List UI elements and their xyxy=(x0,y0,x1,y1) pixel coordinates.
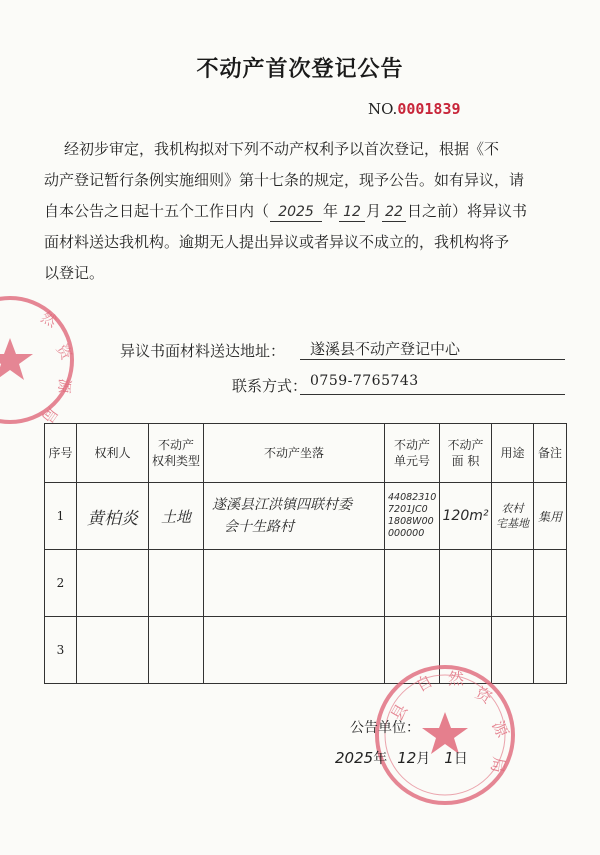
deadline-year-unit: 年 xyxy=(323,202,339,220)
row-use xyxy=(492,483,534,550)
header-area xyxy=(440,424,492,483)
table-row xyxy=(45,550,567,617)
header-location: 不动产坐落 xyxy=(204,424,385,483)
announce-year: 2025 xyxy=(335,749,374,767)
row-location-l1: 遂溪县江洪镇四联村委 xyxy=(212,497,352,513)
deadline-year: 2025 xyxy=(270,203,322,222)
official-seal-left xyxy=(0,290,80,430)
row-unit-no xyxy=(385,483,440,550)
notice-line-5: 以登记。 xyxy=(44,264,105,282)
table-row xyxy=(45,483,567,550)
row-location xyxy=(204,483,385,550)
header-right-type xyxy=(149,424,204,483)
announce-month-unit: 月 xyxy=(416,751,431,767)
page-title: 不动产首次登记公告 xyxy=(196,57,404,82)
notice-line-3-post: 日之前）将异议书 xyxy=(407,202,528,220)
announce-day-unit: 日 xyxy=(453,751,468,767)
row-unit-no-l1: 44082310 xyxy=(388,492,437,503)
header-seq: 序号 xyxy=(45,424,77,483)
deadline-day: 22 xyxy=(382,203,406,222)
announce-month: 12 xyxy=(397,749,417,767)
row-unit-no-l3: 1808W00 xyxy=(388,516,434,527)
registration-table xyxy=(44,423,567,684)
header-unit-no-l2: 单元号 xyxy=(393,454,430,468)
row-right-type: 土地 xyxy=(149,483,204,550)
notice-line-4: 面材料送达我机构。逾期无人提出异议或者异议不成立的，我机构将予 xyxy=(44,233,510,251)
table-header-row xyxy=(45,424,567,483)
header-area-l2: 面 积 xyxy=(451,454,480,468)
svg-text:源: 源 xyxy=(54,377,74,395)
header-unit-no xyxy=(385,424,440,483)
row-holder: 黄柏炎 xyxy=(77,483,149,550)
notice-line-1: 经初步审定，我机构拟对下列不动产权利予以首次登记，根据《不 xyxy=(64,140,500,158)
announce-day: 1 xyxy=(444,749,454,767)
deadline-month-unit: 月 xyxy=(366,202,382,220)
row-unit-no-l4: 000000 xyxy=(388,528,425,539)
header-right-type-l1: 不动产 xyxy=(157,438,194,452)
svg-text:局: 局 xyxy=(38,403,62,427)
svg-text:然: 然 xyxy=(448,669,465,688)
notice-number-prefix: NO. xyxy=(368,100,398,118)
svg-text:县: 县 xyxy=(387,700,412,724)
notice-line-2: 动产登记暂行条例实施细则》第十七条的规定，现予公告。如有异议，请 xyxy=(44,171,525,189)
header-area-l1: 不动产 xyxy=(447,438,484,452)
header-remark: 备注 xyxy=(534,424,567,483)
svg-text:自: 自 xyxy=(412,671,436,696)
row-area: 120m² xyxy=(440,483,492,550)
contact-value: 0759-7765743 xyxy=(300,373,565,395)
header-right-type-l2: 权利类型 xyxy=(151,454,200,468)
notice-line-3 xyxy=(44,196,527,227)
row-seq: 2 xyxy=(45,550,77,617)
objection-address-value: 遂溪县不动产登记中心 xyxy=(300,338,565,360)
row-location-l2: 会十生路村 xyxy=(224,519,294,535)
row-use-l1: 农村 xyxy=(501,502,524,515)
announce-year-unit: 年 xyxy=(373,751,388,767)
svg-text:然: 然 xyxy=(38,307,61,331)
header-unit-no-l1: 不动产 xyxy=(393,438,430,452)
row-seq: 3 xyxy=(45,617,77,684)
svg-text:源: 源 xyxy=(488,717,513,741)
svg-text:资: 资 xyxy=(52,341,76,364)
announce-date xyxy=(335,748,468,768)
announcer-label: 公告单位： xyxy=(350,720,420,736)
svg-text:资: 资 xyxy=(472,683,496,708)
deadline-month: 12 xyxy=(339,203,365,222)
row-seq: 1 xyxy=(45,483,77,550)
header-holder: 权利人 xyxy=(77,424,149,483)
notice-line-3-pre: 自本公告之日起十五个工作日内（ xyxy=(44,202,270,220)
row-use-l2: 宅基地 xyxy=(496,517,529,530)
header-use: 用途 xyxy=(492,424,534,483)
row-remark: 集用 xyxy=(534,483,567,550)
svg-text:局: 局 xyxy=(487,755,509,775)
objection-address-label: 异议书面材料送达地址： xyxy=(120,342,286,360)
notice-number xyxy=(368,100,461,118)
contact-label: 联系方式： xyxy=(232,377,308,395)
notice-number-value: 0001839 xyxy=(397,100,461,118)
row-unit-no-l2: 7201JC0 xyxy=(388,504,428,515)
